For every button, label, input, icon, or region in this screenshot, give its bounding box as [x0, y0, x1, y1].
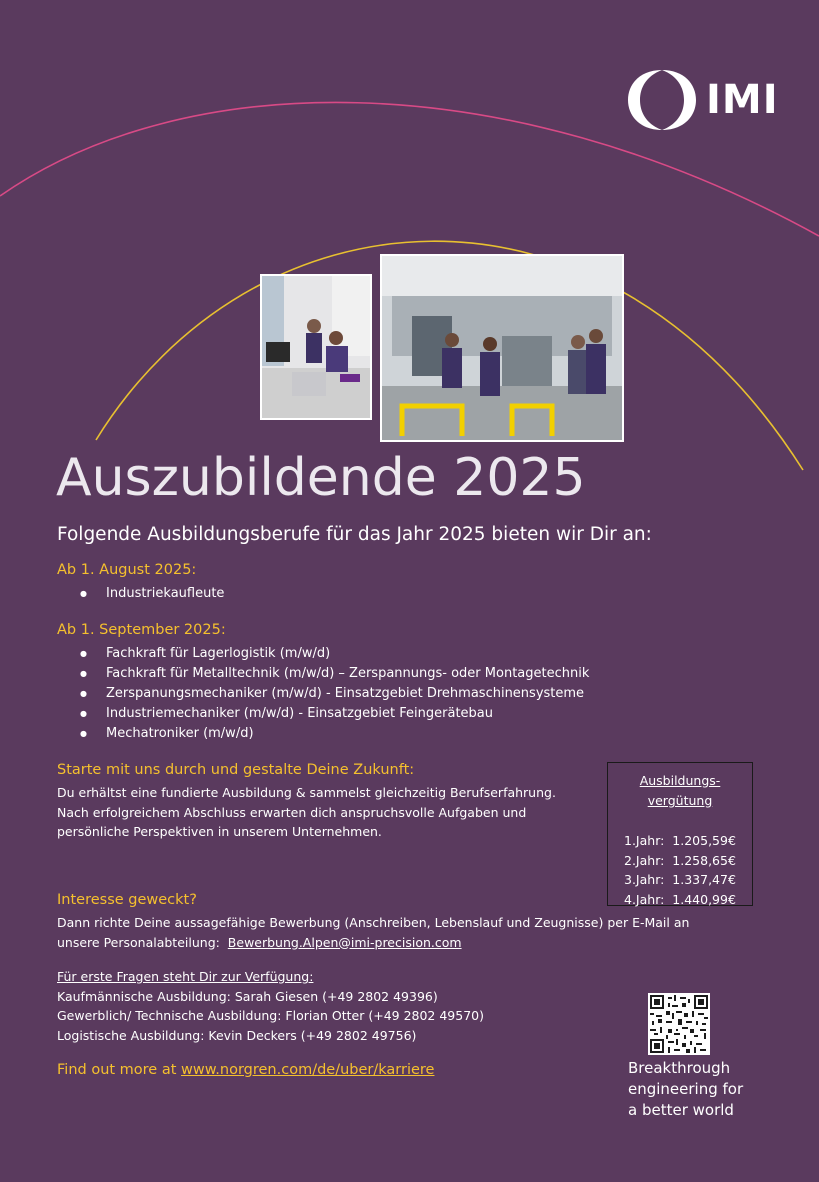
list-item: ● Fachkraft für Metalltechnik (m/w/d) – Zerspannungs- oder Montagetechnik — [80, 664, 589, 684]
office-photo — [260, 274, 372, 420]
imi-logo — [626, 68, 779, 132]
paragraph-line — [57, 933, 689, 953]
interest-paragraph — [57, 913, 689, 952]
career-link[interactable]: www.norgren.com/de/uber/karriere — [181, 1062, 435, 1078]
august-heading: Ab 1. August 2025: — [57, 562, 197, 578]
page-subtitle: Folgende Ausbildungsberufe für das Jahr 2025 bieten wir Dir an: — [57, 524, 652, 545]
start-heading: Starte mit uns durch und gestalte Deine Zukunft: — [57, 762, 415, 778]
imi-logo-mark-icon — [626, 68, 698, 132]
salary-year: 2.Jahr: — [624, 852, 665, 868]
tagline-line: a better world — [628, 1101, 734, 1119]
list-item: ● Mechatroniker (m/w/d) — [80, 724, 589, 744]
salary-row — [624, 831, 752, 851]
interest-heading: Interesse geweckt? — [57, 892, 197, 908]
salary-year: 1.Jahr: — [624, 833, 665, 848]
start-paragraph — [57, 783, 556, 842]
salary-amount: 1.440,99€ — [672, 891, 736, 907]
find-out-more — [57, 1062, 434, 1078]
salary-heading — [608, 771, 752, 811]
paragraph-line: Nach erfolgreichem Abschluss erwarten dich anspruchsvolle Aufgaben und — [57, 804, 527, 820]
salary-amount: 1.205,59€ — [672, 833, 736, 848]
salary-row — [624, 870, 752, 890]
contact-line: Gewerblich/ Technische Ausbildung: Florian Otter (+49 2802 49570) — [57, 1008, 484, 1023]
salary-year: 3.Jahr: — [624, 872, 665, 887]
contacts-heading: Für erste Fragen steht Dir zur Verfügung: — [57, 969, 314, 984]
august-list — [80, 584, 224, 604]
contact-line: Kaufmännische Ausbildung: Sarah Giesen (+49 2802 49396) — [57, 988, 438, 1004]
tagline — [628, 1058, 743, 1121]
salary-box — [607, 762, 753, 906]
salary-heading-line: vergütung — [647, 793, 713, 808]
tagline-line: engineering for — [628, 1080, 744, 1098]
paragraph-line: Du erhältst eine fundierte Ausbildung & sammelst gleichzeitig Berufserfahrung. — [57, 785, 556, 800]
salary-heading-line: Ausbildungs- — [639, 773, 721, 788]
email-link[interactable]: Bewerbung.Alpen@imi-precision.com — [227, 934, 462, 950]
salary-amount: 1.337,47€ — [672, 872, 736, 887]
contacts-block — [57, 967, 484, 1045]
list-item: ● Industriekaufleute — [80, 584, 224, 604]
tagline-line: Breakthrough — [628, 1059, 731, 1077]
qr-code-icon[interactable] — [648, 993, 710, 1055]
list-item: ● Fachkraft für Lagerlogistik (m/w/d) — [80, 644, 589, 664]
page-title: Auszubildende 2025 — [56, 448, 586, 508]
list-item: ● Industriemechaniker (m/w/d) - Einsatzgebiet Feingerätebau — [80, 704, 589, 724]
paragraph-line: Dann richte Deine aussagefähige Bewerbung (Anschreiben, Lebenslauf und Zeugnisse) per E-Mail an — [57, 915, 690, 930]
factory-photo — [380, 254, 624, 442]
september-heading: Ab 1. September 2025: — [57, 622, 226, 638]
logo-text: IMI — [706, 77, 779, 123]
paragraph-prefix: unsere Personalabteilung: — [57, 934, 220, 950]
salary-rows — [608, 831, 752, 909]
salary-amount: 1.258,65€ — [672, 852, 736, 868]
paragraph-line: persönliche Perspektiven in unserem Unternehmen. — [57, 824, 382, 839]
salary-row — [624, 851, 752, 871]
salary-year: 4.Jahr: — [624, 891, 665, 907]
september-list — [80, 644, 589, 744]
salary-row — [624, 890, 752, 910]
contact-line: Logistische Ausbildung: Kevin Deckers (+49 2802 49756) — [57, 1027, 417, 1043]
list-item: ● Zerspanungsmechaniker (m/w/d) - Einsatzgebiet Drehmaschinensysteme — [80, 684, 589, 704]
find-out-more-prefix: Find out more at — [57, 1062, 177, 1078]
